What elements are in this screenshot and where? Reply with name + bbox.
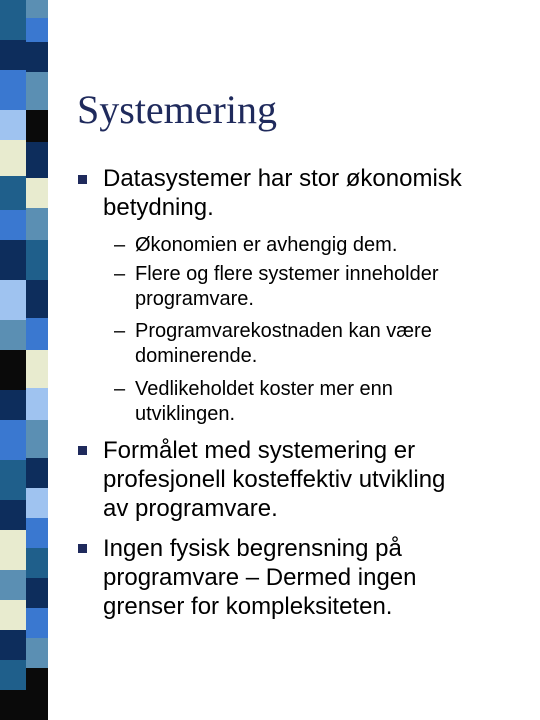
stripe-block: [26, 638, 48, 668]
slide-title: Systemering: [77, 87, 277, 132]
bullet-marker: [78, 175, 87, 184]
stripe-block: [26, 42, 48, 72]
stripe-block: [0, 140, 26, 176]
stripe-block: [26, 578, 48, 608]
stripe-block: [0, 630, 26, 660]
sub-bullet-2-line-1: Flere og flere systemer inneholder: [135, 263, 439, 285]
sub-bullet-3-line-1: Programvarekostnaden kan være: [135, 320, 432, 342]
sub-bullet-marker: –: [114, 378, 126, 400]
stripe-block: [0, 460, 26, 500]
bullet-1-line-1: Datasystemer har stor økonomisk: [103, 165, 462, 192]
sub-bullet-marker: –: [114, 263, 126, 285]
stripe-block: [0, 240, 26, 280]
bullet-2-line-2: profesjonell kosteffektiv utvikling: [103, 466, 446, 493]
stripe-block: [0, 0, 26, 40]
stripe-block: [0, 210, 26, 240]
stripe-block: [26, 420, 48, 458]
stripe-block: [0, 40, 26, 70]
bullet-3-line-2: programvare – Dermed ingen: [103, 564, 417, 591]
stripe-block: [26, 318, 48, 350]
stripe-block: [0, 280, 26, 320]
sub-bullet-marker: –: [114, 320, 126, 342]
stripe-block: [0, 390, 26, 420]
sub-bullet-2-line-2: programvare.: [135, 288, 254, 310]
stripe-block: [0, 110, 26, 140]
bullet-3-line-3: grenser for kompleksiteten.: [103, 593, 393, 620]
sub-bullet-1-line-1: Økonomien er avhengig dem.: [135, 234, 398, 256]
stripe-block: [26, 18, 48, 42]
stripe-block: [26, 178, 48, 208]
stripe-block: [26, 208, 48, 240]
stripe-block: [0, 500, 26, 530]
bullet-2-line-3: av programvare.: [103, 495, 278, 522]
stripe-block: [0, 320, 26, 350]
stripe-block: [26, 608, 48, 638]
stripe-block: [0, 690, 26, 720]
stripe-block: [0, 660, 26, 690]
stripe-block: [26, 280, 48, 318]
stripe-block: [0, 570, 26, 600]
sub-bullet-3-line-2: dominerende.: [135, 345, 258, 367]
stripe-block: [26, 142, 48, 178]
stripe-block: [26, 388, 48, 420]
stripe-block: [0, 350, 26, 390]
bullet-1-line-2: betydning.: [103, 194, 214, 221]
stripe-block: [0, 530, 26, 570]
stripe-block: [0, 420, 26, 460]
sub-bullet-4-line-2: utviklingen.: [135, 403, 236, 425]
decorative-color-stripe: [0, 0, 48, 720]
stripe-block: [26, 72, 48, 112]
stripe-block: [26, 240, 48, 280]
bullet-3-line-1: Ingen fysisk begrensning på: [103, 535, 402, 562]
stripe-block: [26, 458, 48, 488]
stripe-block: [26, 110, 48, 142]
sub-bullet-marker: –: [114, 234, 126, 256]
stripe-block: [26, 350, 48, 388]
sub-bullet-4-line-1: Vedlikeholdet koster mer enn: [135, 378, 393, 400]
stripe-block: [0, 70, 26, 110]
stripe-block: [26, 0, 48, 18]
stripe-block: [26, 488, 48, 518]
stripe-block: [26, 548, 48, 578]
stripe-block: [0, 176, 26, 210]
bullet-marker: [78, 446, 87, 455]
bullet-marker: [78, 544, 87, 553]
bullet-2-line-1: Formålet med systemering er: [103, 437, 416, 464]
stripe-block: [0, 600, 26, 630]
stripe-block: [26, 518, 48, 548]
stripe-block: [26, 668, 48, 720]
